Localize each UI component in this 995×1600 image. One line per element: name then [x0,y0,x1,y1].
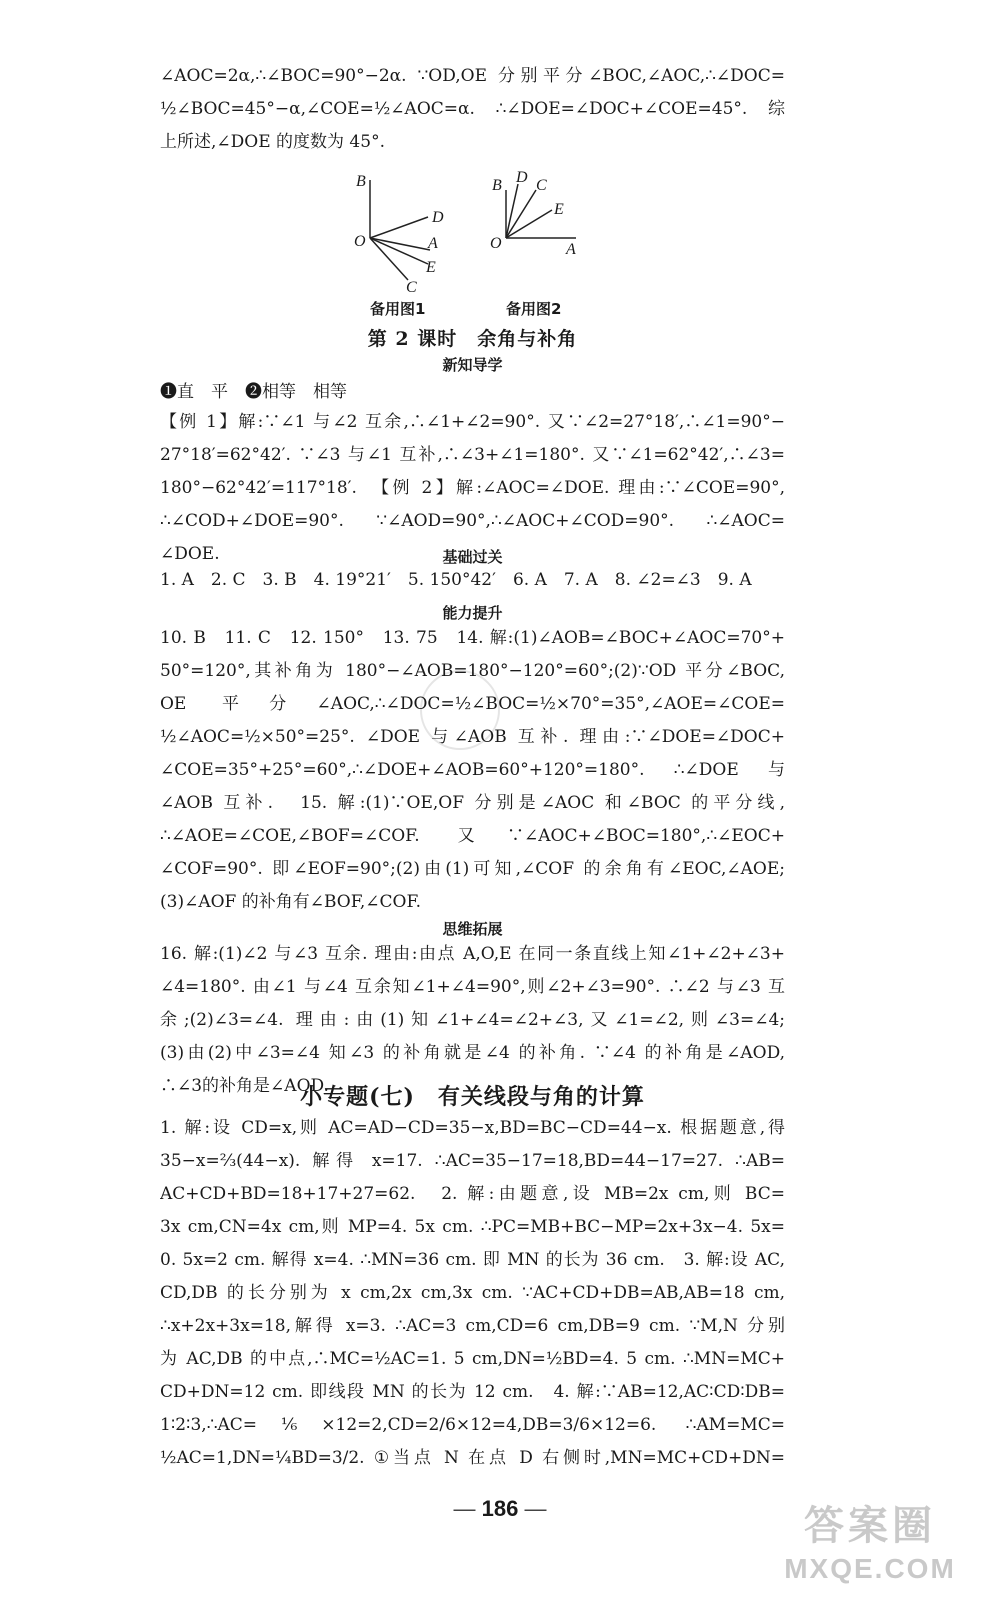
text-line: ½AC=1,DN=¼BD=3/2. ①当点 N 在点 D 右侧时,MN=MC+CD+DN= [160,1448,785,1468]
page-number-footer: — 186 — [453,1496,547,1521]
text-line: ∠DOE. [160,544,220,564]
text-line: ∠AOC=2α,∴∠BOC=90°−2α. ∵OD,OE 分别平分∠BOC,∠AOC,∴∠DOC= [160,66,785,86]
text-line: 为 AC,DB 的中点,∴MC=½AC=1. 5 cm,DN=½BD=4. 5 cm. ∴MN=MC+ [160,1349,785,1369]
thinking [160,938,785,1103]
text-line: 1. A 2. C 3. B 4. 19°21′ 5. 150°42′ 6. A 7. A 8. ∠2=∠3 9. A [160,570,752,590]
text-line: ∴∠COD+∠DOE=90°. ∵∠AOD=90°,∴∠AOC+∠COD=90°. ∴∠AOC= [160,511,785,531]
text-line: ∠COE=35°+25°=60°,∴∠DOE+∠AOB=60°+120°=180°. ∴∠DOE 与 [160,760,785,780]
text-line: 27°18′=62°42′. ∵∠3 与∠1 互补,∴∠3+∠1=180°. 又∵∠1=62°42′,∴∠3= [160,445,785,465]
text-line: ½∠AOC=½×50°=25°. ∠DOE 与∠AOB 互补. 理由:∵∠DOE=∠DOC+ [160,727,785,747]
fig2-label-a: A [566,241,576,258]
text-line: ½∠BOC=45°−α,∠COE=½∠AOC=α. ∴∠DOE=∠DOC+∠COE=45°. 综 [160,99,785,119]
text-line: 10. B 11. C 12. 150° 13. 75 14. 解:(1)∠AOB=∠BOC+∠AOC=70°+ [160,628,785,648]
watermark [755,1500,985,1595]
lesson-title: 第 2 课时 余角与补角 [367,328,578,350]
text-line: (3)∠AOF 的补角有∠BOF,∠COF. [160,892,422,912]
text-line: 1. 解:设 CD=x,则 AC=AD−CD=35−x,BD=BC−CD=44−x. 根据题意,得 [160,1118,785,1138]
section-heading-new: 新知导学 [442,356,503,374]
text-line: 50°=120°,其补角为 180°−∠AOB=180°−120°=60°;(2)∵OD 平分∠BOC, [160,661,785,681]
figure-1 [340,170,480,304]
fig1-label-b: B [356,173,366,190]
text-line: 余;(2)∠3=∠4. 理由:由(1)知∠1+∠4=∠2+∠3,又∠1=∠2,则∠3=∠4; [160,1010,785,1030]
text-line: ∴∠3的补角是∠AOD. [160,1076,329,1096]
text-line: AC+CD+BD=18+17+27=62. 2. 解:由题意,设 MB=2x cm,则 BC= [160,1184,785,1204]
text-line: OE 平分∠AOC,∴∠DOC=½∠BOC=½×70°=35°,∠AOE=∠COE= [160,694,785,714]
paragraph-top [160,60,785,159]
fig1-label-a: A [428,235,438,252]
section-heading-basic: 基础过关 [442,548,503,566]
text-line: 上所述,∠DOE 的度数为 45°. [160,132,385,152]
fig1-label-e: E [426,259,436,276]
watermark-logo: 答案圈 [804,1503,936,1549]
section-heading-thinking: 思维拓展 [442,920,503,938]
text-line: 【例 1】解:∵∠1 与∠2 互余,∴∠1+∠2=90°. 又∵∠2=27°18′,∴∠1=90°− [160,412,785,432]
text-line: CD,DB 的长分别为 x cm,2x cm,3x cm. ∵AC+CD+DB=AB,AB=18 cm, [160,1283,785,1303]
page-number: 186 [481,1496,519,1521]
text-line: 3x cm,CN=4x cm,则 MP=4. 5x cm. ∴PC=MB+BC−MP=2x+3x−4. 5x= [160,1217,785,1237]
text-line: 16. 解:(1)∠2 与∠3 互余. 理由:由点 A,O,E 在同一条直线上知∠1+∠2+∠3+ [160,944,785,964]
text-line: 180°−62°42′=117°18′. 【例 2】解:∠AOC=∠DOE. 理由:∵∠COE=90°, [160,478,785,498]
new-knowledge [160,376,785,409]
basic-answers [160,564,785,597]
text-line: ∠COF=90°. 即∠EOF=90°;(2)由(1)可知,∠COF 的余角有∠EOC,∠AOE; [160,859,785,879]
figure-2 [480,170,600,274]
text-line: ∠4=180°. 由∠1 与∠4 互余知∠1+∠4=90°,则∠2+∠3=90°. ∴∠2 与∠3 互 [160,977,785,997]
figure-2-caption: 备用图2 [506,300,562,318]
fig2-label-e: E [554,201,564,218]
section-heading-ability: 能力提升 [442,604,503,622]
text-line: ∠AOB 互补. 15. 解:(1)∵OE,OF 分别是∠AOC 和∠BOC 的平分线, [160,793,785,813]
fig1-label-d: D [432,209,444,226]
fig1-label-o: O [354,233,366,250]
text-line: 1∶2∶3,∴AC=⅙×12=2,CD=2/6×12=4,DB=3/6×12=6. ∴AM=MC= [160,1415,785,1435]
topic-title: 小专题(七) 有关线段与角的计算 [300,1084,645,1110]
text-line: CD+DN=12 cm. 即线段 MN 的长为 12 cm. 4. 解:∵AB=12,AC∶CD∶DB= [160,1382,785,1402]
fig2-label-c: C [536,177,547,194]
fig2-label-o: O [490,235,502,252]
fig2-label-d: D [516,170,528,186]
text-line: ∴x+2x+3x=18,解得 x=3. ∴AC=3 cm,CD=6 cm,DB=9 cm. ∵M,N 分别 [160,1316,785,1336]
figure-1-caption: 备用图1 [370,300,426,318]
topic-content [160,1112,785,1475]
text-line: 0. 5x=2 cm. 解得 x=4. ∴MN=36 cm. 即 MN 的长为 36 cm. 3. 解:设 AC, [160,1250,785,1270]
text-line: ∴∠AOE=∠COE,∠BOF=∠COF. 又∵∠AOC+∠BOC=180°,∴∠EOC+ [160,826,785,846]
fig2-label-b: B [492,177,502,194]
text-line: 35−x=⅔(44−x). 解得 x=17. ∴AC=35−17=18,BD=44−17=27. ∴AB= [160,1151,785,1171]
watermark-url: MXQE.COM [784,1553,956,1584]
ability [160,622,785,919]
text-line: (3)由(2)中∠3=∠4 知∠3 的补角就是∠4 的补角. ∵∠4 的补角是∠AOD, [160,1043,785,1063]
fig1-label-c: C [406,279,417,296]
text-line: ❶直 平 ❷相等 相等 [160,382,347,402]
